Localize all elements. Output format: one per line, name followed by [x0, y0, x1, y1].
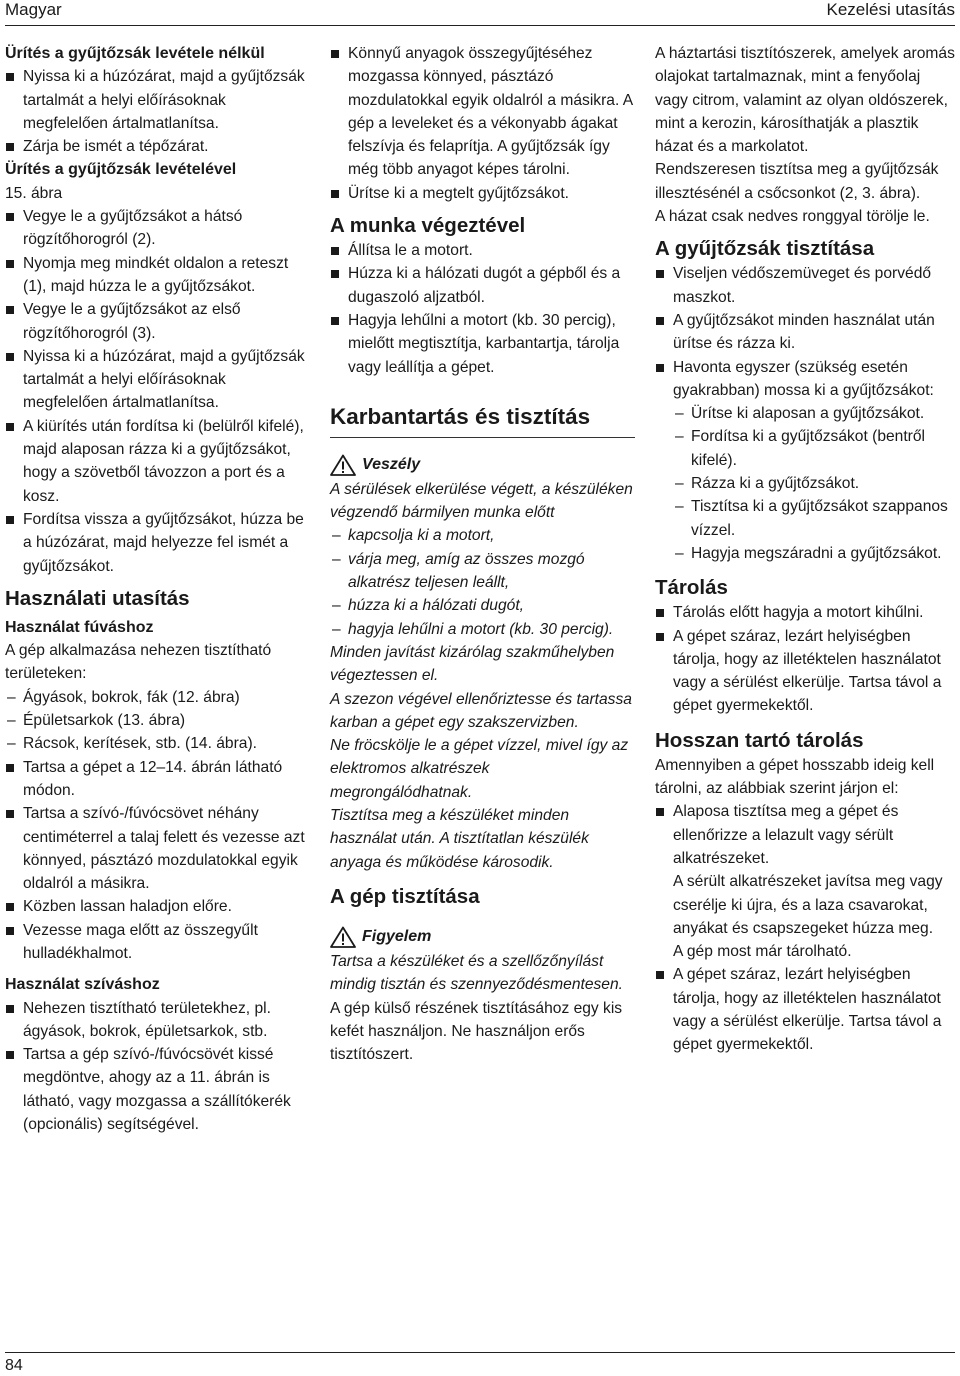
list-item: Nehezen tisztítható területekhez, pl. ágyások, bokrok, épületsarkok, stb.	[5, 997, 310, 1044]
paragraph: Ne fröcskölje le a gépet vízzel, mivel így az elektromos alkatrészek megrongálódhatnak.	[330, 737, 629, 801]
danger-title: Veszély	[362, 456, 421, 474]
list-item: Könnyű anyagok összegyűjtéséhez mozgassa könnyed, pásztázó mozdulatokkal egyik oldalról a másikra. A gép a leveleket és a vékonyabb ágakat felszívja és felaprítja. A gyűjtőzsák így még több anyagot képes tárolni.	[330, 42, 635, 182]
section-heading: A munka végeztével	[330, 214, 526, 238]
dash-item: – kapcsolja ki a motort,	[330, 524, 635, 547]
column-2	[330, 42, 635, 1066]
list-item: A gyűjtőzsákot minden használat után ürítse és rázza ki.	[655, 309, 955, 356]
footer-rule	[5, 1352, 955, 1353]
dash-item: – hagyja lehűlni a motort (kb. 30 percig).	[330, 618, 635, 641]
paragraph: A gép alkalmazása nehezen tisztítható területeken:	[5, 642, 272, 683]
chapter-heading: Karbantartás és tisztítás	[330, 403, 635, 438]
list-item: Közben lassan haladjon előre.	[5, 895, 310, 918]
paragraph: Amennyiben a gépet hosszabb ideig kell tárolni, az alábbiak szerint járjon el:	[655, 756, 935, 798]
list-item: Viseljen védőszemüveget és porvédő maszkot.	[655, 262, 955, 309]
list-item: Hagyja lehűlni a motort (kb. 30 percig), mielőtt megtisztítja, karbantartja, tárolja vagy leállítja a gépet.	[330, 309, 635, 379]
paragraph: A gép külső részének tisztításához egy kis kefét használjon. Ne használjon erős tisztítószert.	[330, 999, 623, 1064]
dash-item: – Fordítsa ki a gyűjtőzsákot (bentről kifelé).	[655, 425, 955, 472]
section-heading: Használati utasítás	[5, 586, 190, 610]
section-heading: A gép tisztítása	[330, 884, 480, 908]
page-number: 84	[5, 1357, 23, 1374]
list-item: Vezesse maga előtt az összegyűlt hulladékhalmot.	[5, 919, 310, 966]
subsection-title: Használat fúváshoz	[5, 618, 154, 636]
section-heading: Tárolás	[655, 576, 728, 600]
list-item: Állítsa le a motort.	[330, 239, 635, 262]
caution-title: Figyelem	[362, 928, 432, 946]
subsection-title: Használat szíváshoz	[5, 976, 160, 994]
dash-item: – Ágyások, bokrok, fák (12. ábra)	[5, 686, 310, 709]
list-item-continuation: A sérült alkatrészeket javítsa meg vagy cserélje ki újra, és a laza csavarokat, anyákat és csapszegeket húzza meg.	[673, 873, 943, 937]
warning-triangle-icon	[330, 454, 356, 476]
list-item: Fordítsa vissza a gyűjtőzsákot, húzza be a húzózárat, majd helyezze fel ismét a gyűjtőzsákot.	[5, 508, 310, 578]
column-1	[5, 42, 310, 1136]
list-item: Tartsa a szívó-/fúvócsövet néhány centiméterrel a talaj felett és vezesse azt könnyed, pásztázó mozdulatokkal egyik oldalról a másikra.	[5, 802, 310, 895]
list-item: Nyomja meg mindkét oldalon a reteszt (1), majd húzza le a gyűjtőzsákot.	[5, 252, 310, 299]
paragraph: Tartsa a készüléket és a szellőzőnyílást mindig tisztán és szennyeződésmentesen.	[330, 952, 623, 994]
header-doc-title: Kezelési utasítás	[826, 0, 955, 19]
list-item: Tárolás előtt hagyja a motort kihűlni.	[655, 601, 955, 624]
list-item: A gépet száraz, lezárt helyiségben tárolja, hogy az illetéktelen használatot vagy a sérülést elkerülje. Tartsa távol a gépet gyermekektől.	[655, 625, 955, 718]
list-item: A gépet száraz, lezárt helyiségben tárolja, hogy az illetéktelen használatot vagy a sérülést elkerülje. Tartsa távol a gépet gyermekektől.	[655, 963, 955, 1056]
list-item: Havonta egyszer (szükség esetén gyakrabban) mossa ki a gyűjtőzsákot:	[655, 356, 955, 403]
paragraph: A háztartási tisztítószerek, amelyek aromás olajokat tartalmaznak, mint a fenyőolaj vagy citrom, valamint az olyan oldószerek, mint a kerozin, károsíthatják a plasztik házat és a markolatot.	[655, 45, 955, 156]
list-item: Húzza ki a hálózati dugót a gépből és a dugaszoló aljzatból.	[330, 262, 635, 309]
caution-heading	[330, 924, 635, 950]
figure-reference: 15. ábra	[5, 184, 63, 202]
dash-item: – várja meg, amíg az összes mozgó alkatrész teljesen leállt,	[330, 548, 635, 595]
section-heading: Hosszan tartó tárolás	[655, 728, 864, 752]
paragraph: A szezon végével ellenőriztesse és tartassa karban a gépet egy szakszervizben.	[330, 690, 632, 731]
section-title: Ürítés a gyűjtőzsák levételével	[5, 161, 237, 179]
dash-item: – Tisztítsa ki a gyűjtőzsákot szappanos vízzel.	[655, 495, 955, 542]
dash-item: – Rácsok, kerítések, stb. (14. ábra).	[5, 732, 310, 755]
warning-triangle-icon	[330, 926, 356, 948]
paragraph: A házat csak nedves ronggyal törölje le.	[655, 208, 930, 226]
paragraph: Minden javítást kizárólag szakműhelyben végeztessen el.	[330, 643, 615, 685]
list-item: A kiürítés után fordítsa ki (belülről kifelé), majd alaposan rázza ki a gyűjtőzsákot, hogy a szövetből távozzon a port és a kosz.	[5, 415, 310, 508]
dash-item: – Ürítse ki alaposan a gyűjtőzsákot.	[655, 402, 955, 425]
page-header	[5, 0, 955, 26]
dash-item: – húzza ki a hálózati dugót,	[330, 594, 635, 617]
list-item: Nyissa ki a húzózárat, majd a gyűjtőzsák tartalmát a helyi előírásoknak megfelelően ártalmatlanítsa.	[5, 345, 310, 415]
dash-item: – Épületsarkok (13. ábra)	[5, 709, 310, 732]
list-item-continuation: A gép most már tárolható.	[673, 943, 852, 961]
header-language: Magyar	[5, 0, 62, 19]
list-item: Tartsa a gép szívó-/fúvócsövét kissé megdöntve, ahogy az a 11. ábrán is látható, vagy mozgassa a szállítókerék (opcionális) segítségével.	[5, 1043, 310, 1136]
paragraph: Tisztítsa meg a készüléket minden használat után. A tisztítatlan készülék anyaga és működése károsodik.	[330, 807, 589, 871]
list-item: Zárja be ismét a tépőzárat.	[5, 135, 310, 158]
list-item: Alaposa tisztítsa meg a gépet és ellenőrizze a lelazult vagy sérült alkatrészeket.	[655, 800, 955, 870]
header-rule	[5, 25, 955, 26]
dash-item: – Rázza ki a gyűjtőzsákot.	[655, 472, 955, 495]
section-title: Ürítés a gyűjtőzsák levétele nélkül	[5, 45, 265, 62]
dash-item: – Hagyja megszáradni a gyűjtőzsákot.	[655, 542, 955, 565]
list-item: Vegye le a gyűjtőzsákot a hátsó rögzítőhorogról (2).	[5, 205, 310, 252]
list-item: Nyissa ki a húzózárat, majd a gyűjtőzsák tartalmát a helyi előírásoknak megfelelően ártalmatlanítsa.	[5, 65, 310, 135]
list-item: Ürítse ki a megtelt gyűjtőzsákot.	[330, 182, 635, 205]
list-item: Vegye le a gyűjtőzsákot az első rögzítőhorogról (3).	[5, 298, 310, 345]
danger-heading	[330, 452, 635, 478]
paragraph: A sérülések elkerülése végett, a készüléken végzendő bármilyen munka előtt	[330, 480, 633, 522]
section-heading: A gyűjtőzsák tisztítása	[655, 237, 875, 261]
list-item: Tartsa a gépet a 12–14. ábrán látható módon.	[5, 756, 310, 803]
column-3	[655, 42, 955, 1057]
paragraph: Rendszeresen tisztítsa meg a gyűjtőzsák illesztésénél a csőcsonkot (2, 3. ábra).	[655, 161, 939, 202]
